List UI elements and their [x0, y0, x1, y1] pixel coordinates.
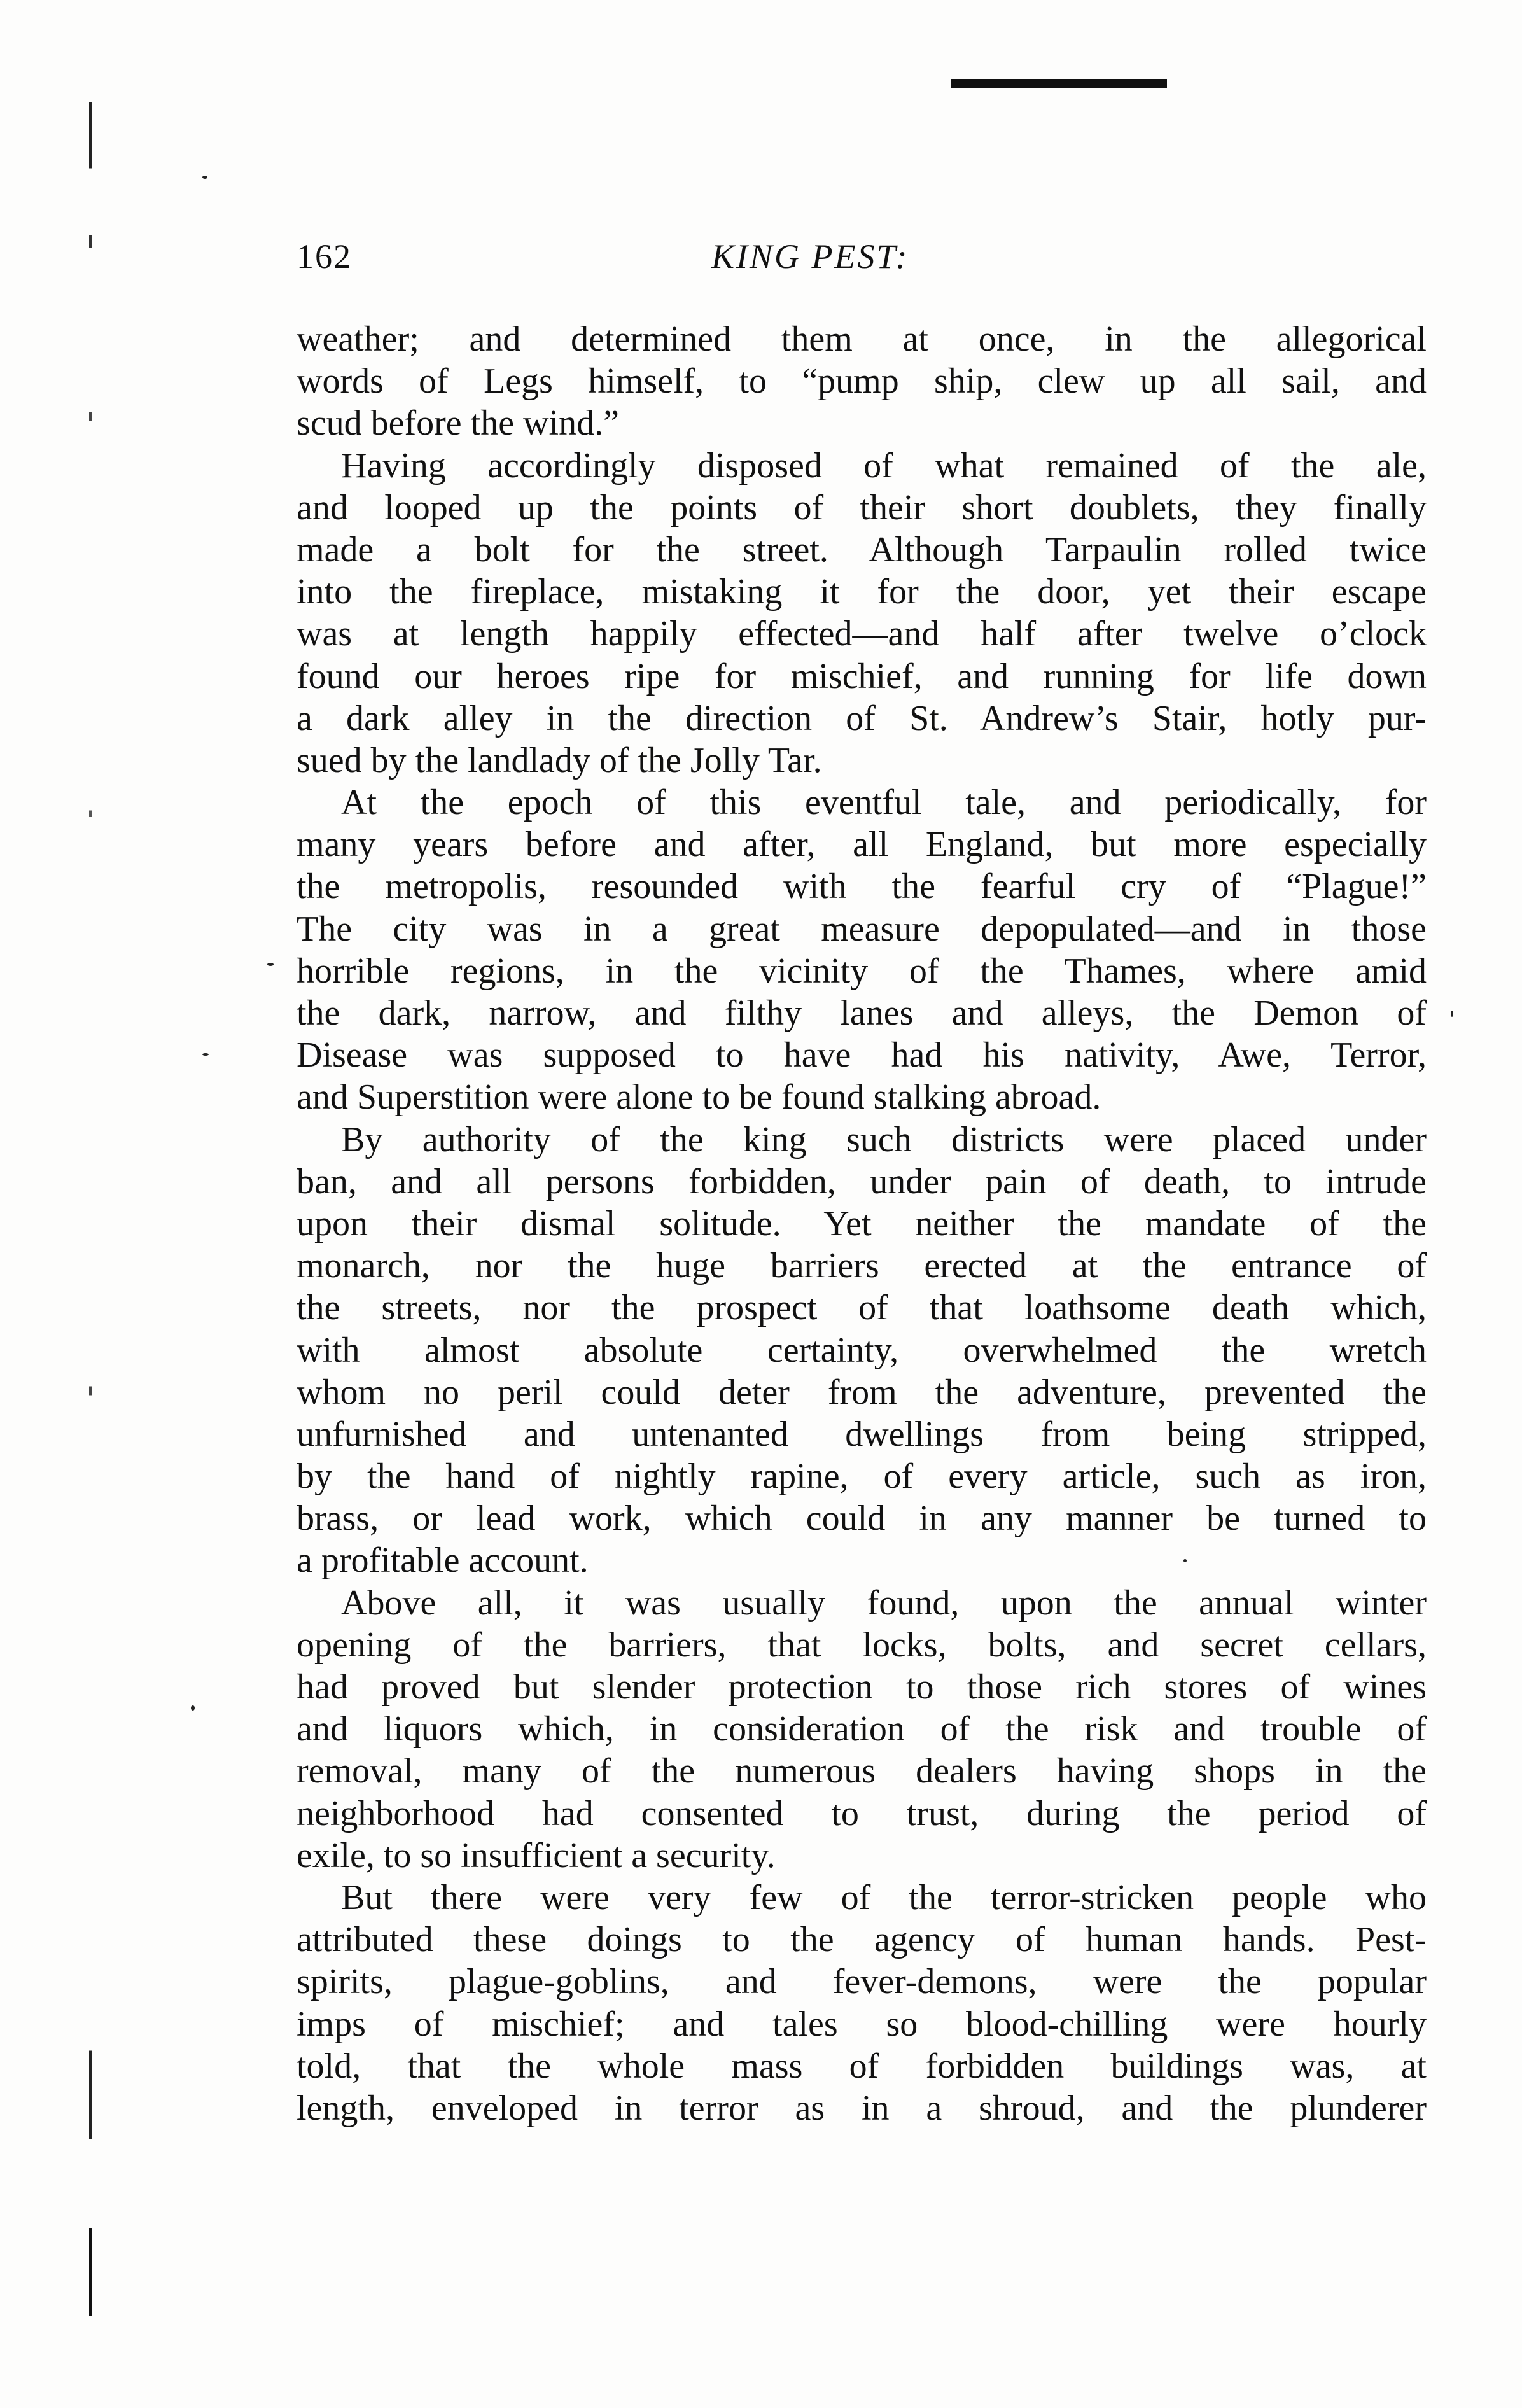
text-line: exile, to so insufficient a security. [297, 1835, 776, 1875]
text-line: the streets, nor the prospect of that loathsome death which, [297, 1288, 1427, 1328]
text-line: upon their dismal solitude. Yet neither the mandate of the [297, 1203, 1427, 1243]
text-line: neighborhood had consented to trust, during the period of [297, 1793, 1427, 1833]
text-line: spirits, plague-goblins, and fever-demons, were the popular [297, 1962, 1427, 2002]
text-line: made a bolt for the street. Although Tarpaulin rolled twice [297, 529, 1427, 570]
scan-binding-edge [89, 102, 92, 2316]
text-line: and Superstition were alone to be found stalking abroad. [297, 1077, 1101, 1117]
text-line: words of Legs himself, to “pump ship, clew up all sail, and [297, 361, 1427, 402]
paragraph [297, 1582, 1427, 1877]
ink-speck [202, 176, 207, 179]
text-line: At the epoch of this eventful tale, and periodically, for [341, 783, 1427, 823]
text-line: had proved but slender protection to those rich stores of wines [297, 1667, 1427, 1707]
text-line: by the hand of nightly rapine, of every article, such as iron, [297, 1457, 1427, 1497]
paragraph [297, 1877, 1427, 2129]
text-line: But there were very few of the terror-stricken people who [341, 1877, 1427, 1917]
text-line: brass, or lead work, which could in any manner be turned to [297, 1499, 1427, 1539]
page-header [297, 237, 1427, 288]
text-line: into the fireplace, mistaking it for the door, yet their escape [297, 572, 1427, 612]
ink-speck [191, 1705, 195, 1711]
page-number: 162 [297, 237, 352, 276]
text-line: Above all, it was usually found, upon the annual winter [341, 1583, 1427, 1623]
text-line: was at length happily effected—and half after twelve o’clock [297, 614, 1427, 654]
text-line: opening of the barriers, that locks, bolts, and secret cellars, [297, 1625, 1427, 1665]
paragraph [297, 1119, 1427, 1582]
top-rule [951, 79, 1167, 88]
text-line: horrible regions, in the vicinity of the Thames, where amid [297, 951, 1427, 991]
text-line: The city was in a great measure depopulated—and in those [297, 909, 1427, 949]
text-line: the dark, narrow, and filthy lanes and alleys, the Demon of [297, 993, 1427, 1033]
paragraph [297, 781, 1427, 1119]
text-line: unfurnished and untenanted dwellings from being stripped, [297, 1414, 1427, 1454]
text-line: with almost absolute certainty, overwhelmed the wretch [297, 1330, 1427, 1370]
text-line: the metropolis, resounded with the fearful cry of “Plague!” [297, 867, 1427, 907]
text-line: scud before the wind.” [297, 403, 619, 444]
text-line: a profitable account. [297, 1541, 589, 1581]
text-line: weather; and determined them at once, in the allegorical [297, 319, 1427, 359]
text-line: many years before and after, all England, but more especially [297, 825, 1427, 865]
text-line: Having accordingly disposed of what remained of the ale, [341, 445, 1427, 486]
text-line: attributed these doings to the agency of human hands. Pest- [297, 1920, 1427, 1960]
ink-speck [267, 963, 274, 966]
text-line: a dark alley in the direction of St. Andrew’s Stair, hotly pur- [297, 698, 1427, 738]
ink-speck [1451, 1011, 1453, 1017]
text-line: found our heroes ripe for mischief, and running for life down [297, 656, 1427, 696]
text-line: and liquors which, in consideration of the risk and trouble of [297, 1709, 1427, 1749]
body-text [297, 318, 1427, 2129]
text-line: ban, and all persons forbidden, under pain of death, to intrude [297, 1161, 1427, 1201]
text-line: whom no peril could deter from the adventure, prevented the [297, 1372, 1427, 1412]
text-line: removal, many of the numerous dealers having shops in the [297, 1751, 1427, 1791]
text-line: and looped up the points of their short doublets, they finally [297, 487, 1427, 528]
text-line: Disease was supposed to have had his nativity, Awe, Terror, [297, 1035, 1427, 1075]
paragraph [297, 318, 1427, 445]
text-line: By authority of the king such districts were placed under [341, 1119, 1427, 1159]
text-line: imps of mischief; and tales so blood-chilling were hourly [297, 2004, 1427, 2044]
text-line: length, enveloped in terror as in a shroud, and the plunderer [297, 2088, 1427, 2128]
text-line: monarch, nor the huge barriers erected at the entrance of [297, 1246, 1427, 1286]
paragraph [297, 445, 1427, 782]
running-title: KING PEST: [711, 237, 909, 276]
text-line: sued by the landlady of the Jolly Tar. [297, 740, 822, 780]
ink-speck [202, 1053, 209, 1056]
text-line: told, that the whole mass of forbidden buildings was, at [297, 2046, 1427, 2086]
